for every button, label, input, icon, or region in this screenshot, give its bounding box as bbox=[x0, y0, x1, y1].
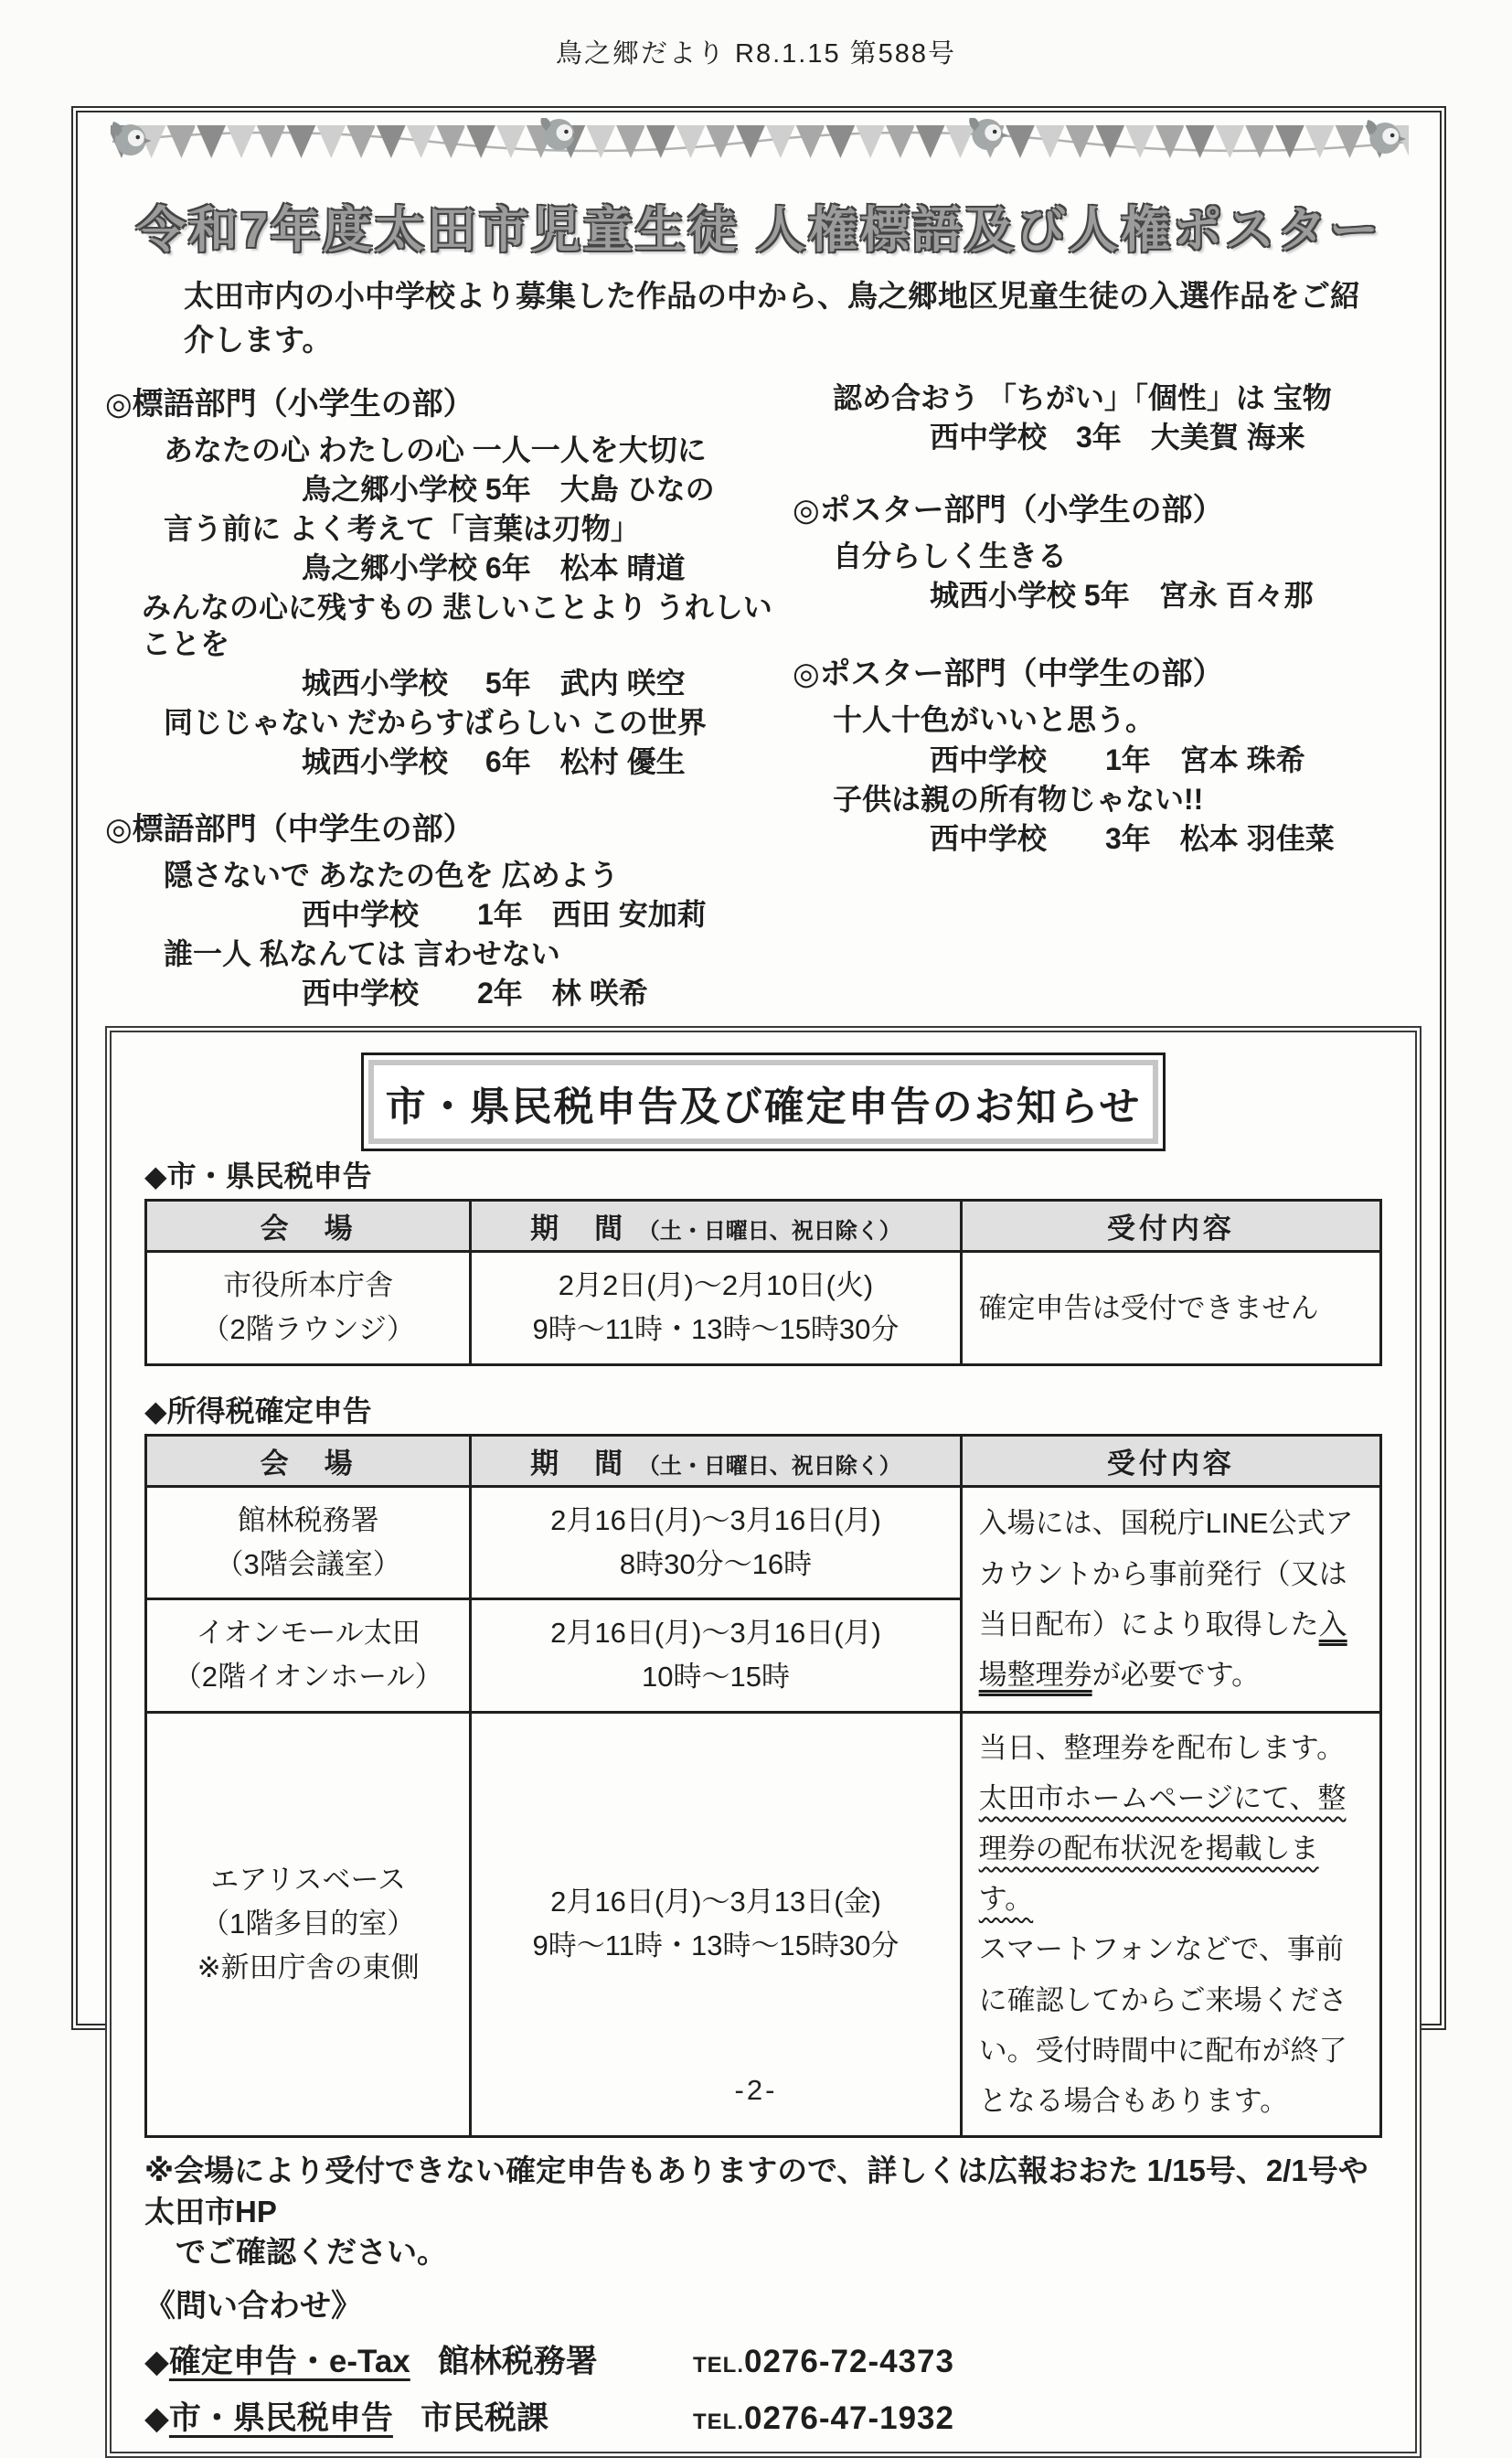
period-header-note: （土・日曜日、祝日除く） bbox=[637, 1218, 901, 1244]
byline-text: 西中学校 2年 林 咲希 bbox=[302, 976, 648, 1010]
contact-line bbox=[144, 2393, 1382, 2439]
section-heading-poster-elementary: ◎ポスター部門（小学生の部） bbox=[793, 493, 1224, 529]
reception-cell bbox=[961, 1712, 1380, 2136]
tax-section-label-income: ◆所得税確定申告 bbox=[144, 1394, 372, 1427]
diamond-bullet-icon: ◆ bbox=[144, 2343, 169, 2379]
tel-number: 0276-72-4373 bbox=[744, 2343, 954, 2379]
period-cell bbox=[471, 1486, 961, 1599]
reception-text: が必要です。 bbox=[1091, 1658, 1261, 1691]
byline-text: 鳥之郷小学校 5年 大島 ひなの bbox=[302, 473, 715, 507]
slogan-text: 同じじゃない だからすばらしい この世界 bbox=[164, 705, 707, 739]
slogan-column-left bbox=[105, 379, 793, 1014]
venue-line: （2階ラウンジ） bbox=[201, 1312, 415, 1345]
garland-flags bbox=[111, 122, 1409, 164]
table-row bbox=[146, 1486, 1381, 1599]
period-cell bbox=[471, 1712, 961, 2136]
reception-text: 入場には、国税庁LINE公式アカウントから事前発行（又は当日配布）により取得した bbox=[978, 1507, 1354, 1640]
slogan-text: 誰一人 私なんては 言わせない bbox=[164, 936, 560, 970]
period-line: 10時～15時 bbox=[642, 1661, 790, 1693]
contact-label: 市・県民税申告 bbox=[168, 2399, 393, 2436]
section-heading-poster-junior: ◎ポスター部門（中学生の部） bbox=[793, 657, 1224, 692]
tel-prefix: TEL. bbox=[693, 2409, 744, 2434]
inquiry-heading: 《問い合わせ》 bbox=[144, 2288, 362, 2324]
page-header: 鳥之郷だより R8.1.15 第588号 bbox=[555, 39, 957, 69]
venue-line: イオンモール太田 bbox=[196, 1617, 421, 1650]
awards-title: 令和7年度太田市児童生徒 人権標語及び人権ポスター bbox=[135, 203, 1382, 258]
footnote bbox=[144, 2151, 1382, 2273]
slogan-text: 子供は親の所有物じゃない!! bbox=[833, 782, 1204, 816]
slogan-text: 隠さないで あなたの色を 広めよう bbox=[164, 858, 619, 892]
contact-label: 確定申告・e-Tax bbox=[168, 2343, 410, 2379]
bunting-garland bbox=[105, 118, 1412, 187]
tel-prefix: TEL. bbox=[693, 2352, 744, 2378]
byline-text: 城西小学校 5年 宮永 百々那 bbox=[930, 579, 1314, 613]
citizen-tax-table bbox=[144, 1199, 1382, 1366]
reception-header-cell: 受付内容 bbox=[961, 1200, 1380, 1251]
venue-cell bbox=[146, 1712, 471, 2136]
entry-ticket-emphasis: 入場整理券 bbox=[978, 1608, 1347, 1691]
venue-cell bbox=[146, 1251, 471, 1364]
section-heading-slogan-elementary: ◎標語部門（小学生の部） bbox=[105, 387, 474, 422]
contact-org: 市民税課 bbox=[420, 2399, 548, 2436]
byline-text: 西中学校 1年 西田 安加莉 bbox=[302, 897, 707, 931]
period-header-cell bbox=[471, 1435, 961, 1486]
contact-group bbox=[144, 2336, 693, 2382]
period-cell bbox=[471, 1251, 961, 1364]
bunting-garland-svg bbox=[105, 118, 1412, 184]
venue-line: 市役所本庁舎 bbox=[223, 1269, 394, 1301]
period-header-cell bbox=[471, 1200, 961, 1251]
intro-text: 太田市内の小中学校より募集した作品の中から、鳥之郷地区児童生徒の入選作品をご紹介します。 bbox=[184, 279, 1360, 358]
reception-cell bbox=[961, 1486, 1380, 1712]
period-header-note: （土・日曜日、祝日除く） bbox=[637, 1453, 901, 1479]
slogan-entry bbox=[793, 782, 1412, 857]
slogan-text: あなたの心 わたしの心 一人一人を大切に bbox=[164, 433, 707, 467]
section-heading-slogan-junior: ◎標語部門（中学生の部） bbox=[105, 811, 474, 847]
period-line: 2月16日(月)～3月16日(月) bbox=[550, 1503, 881, 1536]
venue-line: （3階会議室） bbox=[215, 1547, 401, 1580]
venue-header-cell: 会 場 bbox=[146, 1435, 471, 1486]
wavy-note: 太田市ホームページにて、整理券の配布状況を掲載します。 bbox=[978, 1781, 1347, 1916]
venue-line: エアリスベース bbox=[210, 1864, 406, 1897]
slogan-entry bbox=[105, 511, 793, 586]
byline-text: 鳥之郷小学校 6年 松本 晴道 bbox=[302, 551, 686, 585]
period-header-text: 期 間 bbox=[530, 1212, 627, 1245]
tax-section-label-citizen: ◆市・県民税申告 bbox=[144, 1159, 372, 1192]
reception-header-cell: 受付内容 bbox=[961, 1435, 1380, 1486]
venue-line: （1階多目的室） bbox=[201, 1908, 416, 1940]
byline-text: 西中学校 3年 大美賀 海来 bbox=[930, 421, 1305, 454]
footnote-line: でご確認ください。 bbox=[176, 2235, 447, 2270]
slogan-text: 十人十色がいいと思う。 bbox=[833, 703, 1155, 737]
byline-text: 西中学校 3年 松本 羽佳菜 bbox=[930, 821, 1335, 855]
period-line: 2月16日(月)～3月13日(金) bbox=[550, 1886, 881, 1918]
slogan-entry bbox=[793, 539, 1412, 614]
contact-tel bbox=[693, 2344, 954, 2380]
slogan-column-right bbox=[793, 379, 1412, 1014]
page-number: -2- bbox=[734, 2074, 778, 2106]
income-tax-table bbox=[144, 1434, 1382, 2138]
slogan-text: 言う前に よく考えて「言葉は刃物」 bbox=[164, 512, 640, 546]
slogan-text: 自分らしく生きる bbox=[833, 540, 1068, 573]
byline-text: 城西小学校 5年 武内 咲空 bbox=[302, 666, 686, 700]
venue-line: ※新田庁舎の東側 bbox=[197, 1950, 420, 1983]
slogan-columns bbox=[105, 379, 1412, 1014]
byline-text: 城西小学校 6年 松村 優生 bbox=[302, 744, 686, 778]
reception-cell: 確定申告は受付できません bbox=[961, 1251, 1380, 1364]
venue-line: 館林税務署 bbox=[237, 1503, 379, 1536]
slogan-entry bbox=[105, 590, 793, 700]
slogan-entry bbox=[105, 705, 793, 780]
reception-text: 当日、整理券を配布します。 bbox=[978, 1731, 1346, 1764]
slogan-entry bbox=[105, 858, 793, 933]
period-cell bbox=[471, 1599, 961, 1713]
slogan-entry bbox=[105, 936, 793, 1011]
table-header-row bbox=[146, 1435, 1381, 1486]
outer-border-box bbox=[71, 106, 1446, 2436]
contact-org: 館林税務署 bbox=[437, 2343, 598, 2379]
tel-number: 0276-47-1932 bbox=[744, 2399, 954, 2436]
footnote-line: ※会場により受付できない確定申告もありますので、詳しくは広報おおた 1/15号、2/1号や太田市HP bbox=[144, 2153, 1368, 2228]
period-line: 9時～11時・13時～15時30分 bbox=[532, 1312, 900, 1345]
slogan-entry bbox=[105, 433, 793, 508]
contact-group bbox=[144, 2393, 693, 2439]
period-line: 2月16日(月)～3月16日(月) bbox=[550, 1617, 881, 1650]
byline-text: 西中学校 1年 宮本 珠希 bbox=[930, 743, 1305, 776]
tax-title-box: 市・県民税申告及び確定申告のお知らせ bbox=[361, 1053, 1166, 1151]
period-line: 8時30分～16時 bbox=[619, 1547, 813, 1580]
period-header-text: 期 間 bbox=[530, 1447, 627, 1480]
table-row bbox=[146, 1251, 1381, 1364]
contact-tel bbox=[693, 2400, 954, 2437]
diamond-bullet-icon: ◆ bbox=[144, 2399, 169, 2436]
venue-header-cell: 会 場 bbox=[146, 1200, 471, 1251]
slogan-entry bbox=[793, 702, 1412, 777]
venue-line: （2階イオンホール） bbox=[173, 1661, 443, 1693]
table-row bbox=[146, 1712, 1381, 2136]
tax-notice-box bbox=[105, 1026, 1421, 2458]
slogan-text: 認め合おう 「ちがい」「個性」は 宝物 bbox=[833, 381, 1332, 415]
venue-cell bbox=[146, 1486, 471, 1599]
period-line: 9時～11時・13時～15時30分 bbox=[532, 1929, 900, 1961]
period-line: 2月2日(月)～2月10日(火) bbox=[558, 1269, 874, 1301]
slogan-entry bbox=[793, 380, 1412, 455]
slogan-text: みんなの心に残すもの 悲しいことより うれしいことを bbox=[142, 591, 772, 660]
reception-text: スマートフォンなどで、事前に確認してからご来場ください。受付時間中に配布が終了となる場合もあります。 bbox=[978, 1933, 1347, 2117]
table-header-row bbox=[146, 1200, 1381, 1251]
venue-cell bbox=[146, 1599, 471, 1713]
contact-line bbox=[144, 2336, 1382, 2382]
